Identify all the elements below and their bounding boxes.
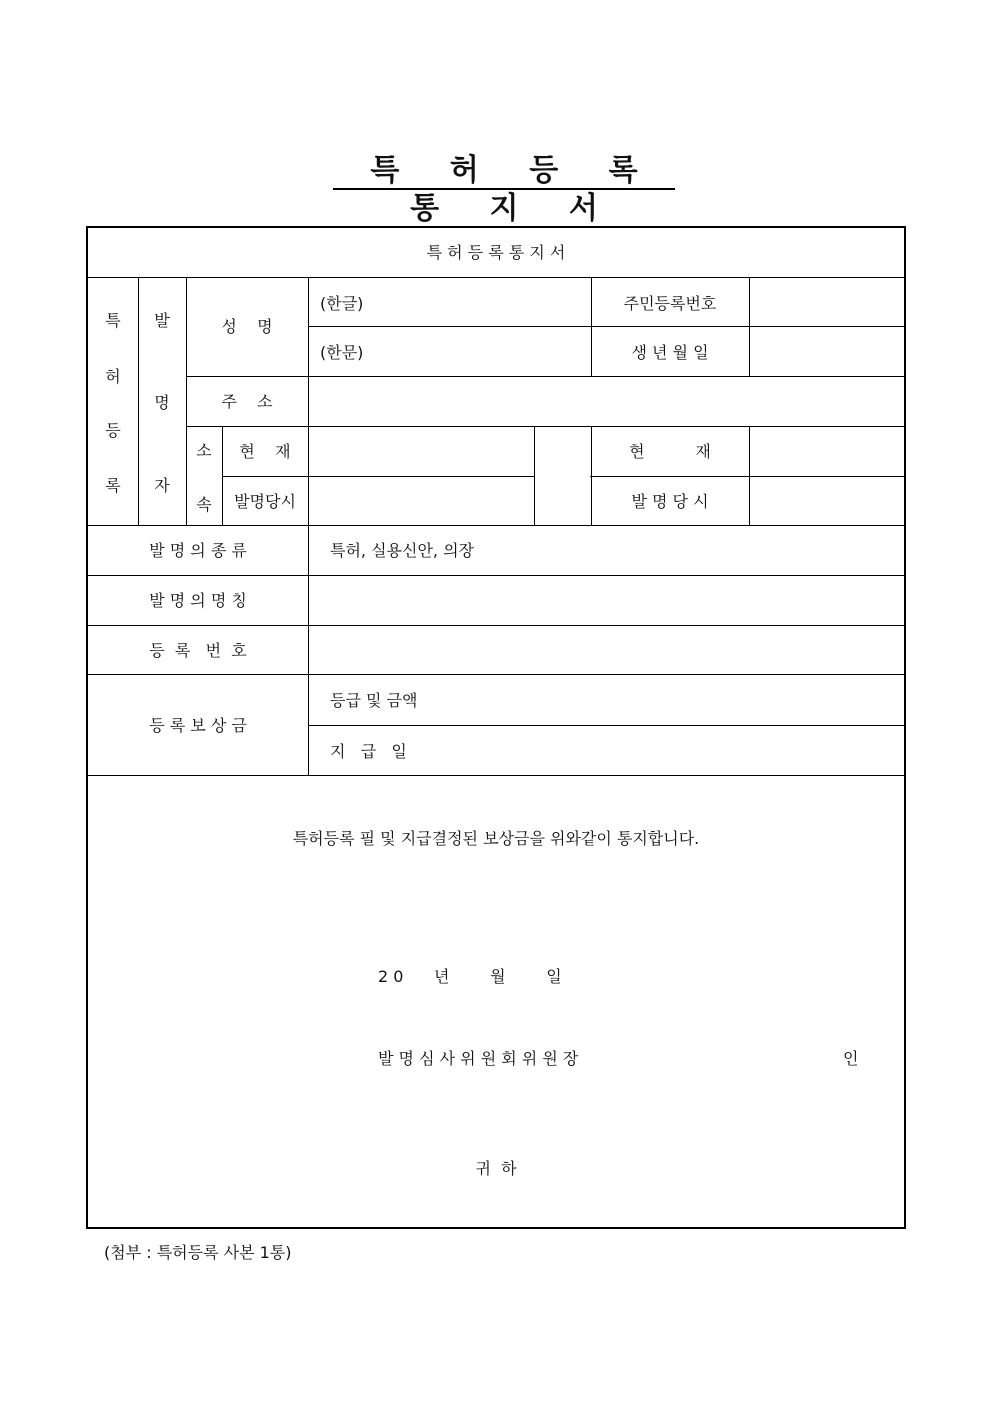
form-table [86, 226, 906, 1229]
side-label-patent-4: 록 [105, 476, 121, 495]
addressee: 귀 하 [475, 1159, 517, 1178]
side-label-inventor-3: 자 [154, 476, 170, 495]
attachment-note: (첨부 : 특허등록 사본 1통) [104, 1243, 292, 1262]
invention-type-value[interactable]: 특허, 실용신안, 의장 [330, 541, 474, 560]
invention-title-label: 발 명 의 명 칭 [149, 591, 247, 610]
side-label-inventor-2: 명 [154, 393, 170, 412]
date-line: 2 0 년 월 일 [378, 967, 562, 986]
side-label-inventor-1: 발 [154, 311, 170, 330]
notice-text: 특허등록 필 및 지급결정된 보상금을 위와같이 통지합니다. [292, 829, 700, 848]
affiliation-label-2: 속 [196, 495, 212, 514]
resident-number-label: 주민등록번호 [623, 294, 717, 313]
affiliation-label-1: 소 [196, 441, 212, 460]
at-invention-label-right: 발 명 당 시 [631, 492, 709, 511]
side-label-patent-3: 등 [105, 421, 121, 440]
name-hanja-field[interactable]: (한문) [320, 343, 364, 362]
birthdate-label: 생 년 월 일 [631, 343, 709, 362]
current-label-right: 현 재 [629, 442, 711, 461]
payment-date-label: 지 급 일 [330, 742, 407, 761]
side-label-patent-2: 허 [105, 367, 121, 386]
document-title: 특 허 등 록 통 지 서 [333, 152, 675, 190]
compensation-label: 등 록 보 상 금 [149, 716, 247, 735]
name-korean-field[interactable]: (한글) [320, 294, 364, 313]
invention-type-label: 발 명 의 종 류 [149, 541, 247, 560]
side-label-patent-1: 특 [105, 311, 121, 330]
seal-mark: 인 [843, 1049, 859, 1068]
current-label: 현 재 [239, 442, 291, 461]
address-label: 주 소 [221, 392, 273, 411]
grade-amount-label: 등급 및 금액 [330, 691, 418, 710]
registration-number-label: 등 록 번 호 [149, 641, 247, 660]
signer-title: 발 명 심 사 위 원 회 위 원 장 [378, 1049, 579, 1068]
at-invention-label: 발명당시 [234, 492, 296, 511]
form-heading: 특 허 등 록 통 지 서 [426, 243, 566, 262]
name-label: 성 명 [221, 317, 273, 336]
